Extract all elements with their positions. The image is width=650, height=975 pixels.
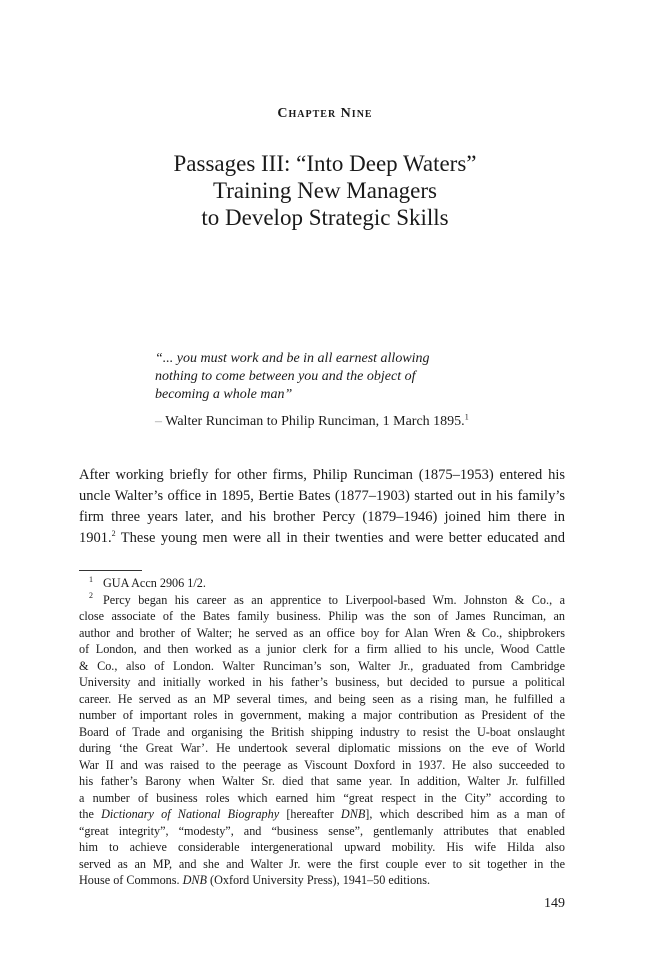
page-number: 149 — [544, 896, 565, 911]
epigraph-attribution-text: Walter Runciman to Philip Runciman, 1 March 1895. — [165, 414, 465, 429]
chapter-title — [0, 150, 650, 231]
footnote-ref[interactable]: 2 — [111, 529, 116, 539]
body-line — [79, 528, 565, 549]
footnote-line: War II and was raised to the peerage as Viscount Doxford in 1937. He also succeeded to — [79, 757, 565, 772]
chapter-title-line: to Develop Strategic Skills — [201, 205, 449, 230]
footnote-text-fragment: [hereafter — [279, 807, 341, 821]
body-line: After working briefly for other firms, Philip Runciman (1875–1953) entered his — [79, 467, 565, 483]
body-paragraph — [79, 465, 565, 549]
footnote-text-fragment: ], which described him as a man of — [365, 807, 566, 821]
chapter-title-line: Passages III: “Into Deep Waters” — [173, 151, 477, 176]
epigraph-quote-line: nothing to come between you and the object of — [155, 369, 416, 384]
footnote-2: 2 Percy began his career as an apprentice to Liverpool-based Wm. Johnston & Co., a — [89, 591, 565, 607]
footnote-1: 1 GUA Accn 2906 1/2. — [89, 574, 206, 590]
footnote-text-fragment: the — [79, 807, 102, 821]
footnote-ref[interactable]: 1 — [464, 412, 469, 422]
footnote-line: his father’s Barony when Walter Sr. died that same year. In addition, Walter Jr. fulfilled — [79, 774, 565, 788]
epigraph-quote-line: becoming a whole man” — [155, 387, 293, 402]
footnote-text: GUA Accn 2906 1/2. — [103, 576, 206, 590]
epigraph-dash: – — [155, 414, 162, 429]
dnb-title: Dictionary of National Biography — [101, 807, 280, 821]
footnote-line: number of important roles in government, making a major contribution as President of the — [79, 708, 565, 722]
footnote-text: Percy began his career as an apprentice to Liverpool-based Wm. Johnston & Co., a — [103, 592, 565, 607]
footnote-line: & Co., also of London. Walter Runciman’s son, Walter Jr., graduated from Cambridge — [79, 658, 565, 673]
body-line: uncle Walter’s office in 1895, Bertie Bates (1877–1903) started out in his family’s — [79, 488, 565, 504]
epigraph-quote-line: “... you must work and be in all earnest allowing — [155, 351, 430, 366]
epigraph-attribution — [155, 413, 495, 431]
footnote-line: career. He served as an MP several times, and being seen as a rising man, he fulfilled a — [79, 691, 565, 706]
body-line: firm three years later, and his brother Percy (1879–1946) joined him there in — [79, 509, 565, 525]
footnote-line: during ‘the Great War’. He undertook several diplomatic missions on the eve of World — [79, 741, 565, 755]
footnote-line: served as an MP, and she and Walter Jr. were the first couple ever to sit together in the — [79, 856, 565, 871]
footnote-line: him to achieve considerable intergenerational upward mobility. His wife Hilda also — [79, 840, 565, 854]
body-text-fragment: 1901. — [79, 530, 112, 546]
footnote-line: close associate of the Bates family business. Philip was the son of James Runciman, an — [79, 609, 565, 623]
footnote-line: of London, and then worked as a junior clerk for a firm allied to his uncle, Wood Cattle — [79, 642, 565, 656]
body-text-fragment: These young men were all in their twenties and were better educated and — [115, 530, 565, 546]
dnb-abbreviation: DNB — [340, 807, 366, 821]
footnotes — [79, 575, 565, 889]
footnote-separator — [79, 570, 142, 571]
footnote-line: Board of Trade and organising the British shipping industry to resist the U-boat onslaught — [79, 724, 565, 739]
footnote-line — [79, 872, 565, 889]
footnote-line: author and brother of Walter; he served as an office boy for Alan Wren & Co., shipbrokers — [79, 625, 565, 640]
footnote-line: University and initially worked in his father’s business, but decided to pursue a political — [79, 675, 565, 689]
chapter-title-line: Training New Managers — [212, 178, 437, 203]
chapter-label: Chapter Nine — [277, 106, 373, 121]
footnote-line — [79, 806, 565, 823]
epigraph — [155, 350, 495, 431]
epigraph-quote — [155, 350, 495, 404]
footnote-line: “great integrity”, “modesty”, and “business sense”, gentlemanly attributes that enabled — [79, 823, 565, 838]
dnb-abbreviation: DNB — [182, 873, 207, 887]
footnote-text-fragment: House of Commons. — [79, 873, 183, 887]
footnote-text-fragment: (Oxford University Press), 1941–50 editions. — [206, 873, 431, 887]
footnote-line: a number of business roles which earned him “great respect in the City” according to — [79, 790, 565, 805]
